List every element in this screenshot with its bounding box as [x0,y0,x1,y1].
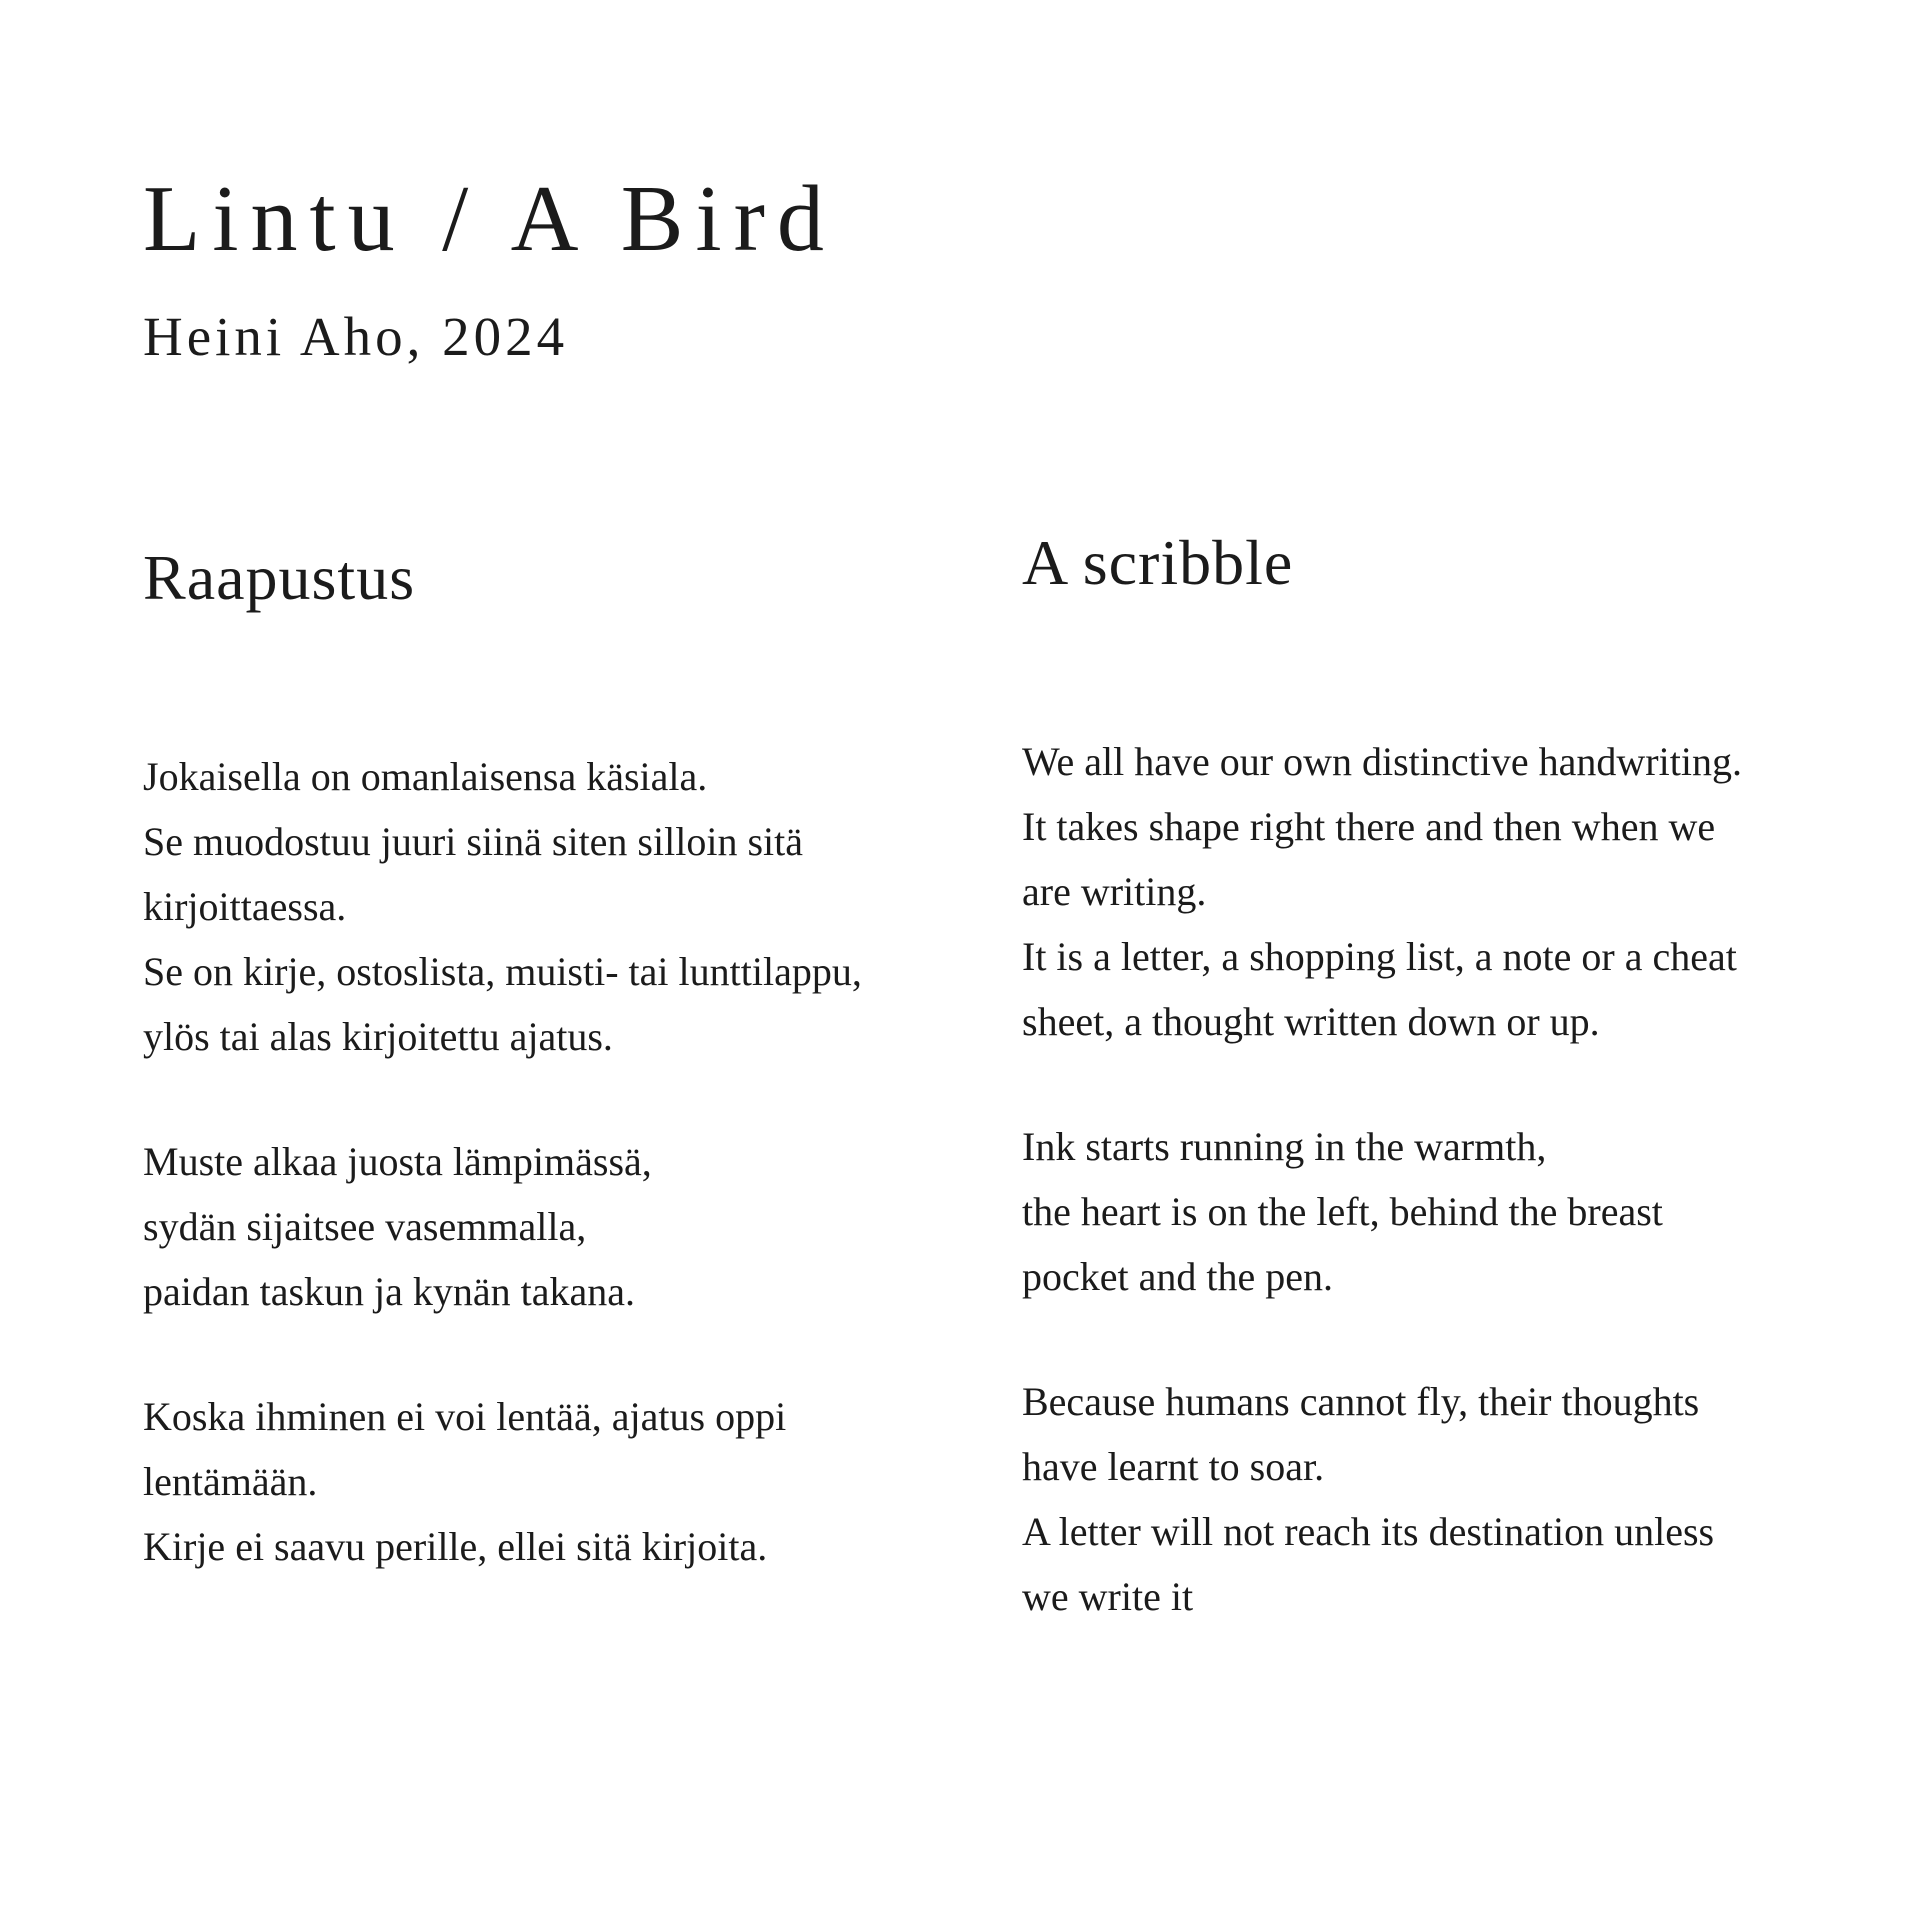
english-heading: A scribble [1022,527,1294,598]
finnish-stanza-2 [143,1129,973,1324]
finnish-column [143,542,973,1579]
poem-line: lentämään. [143,1459,318,1504]
poem-line: the heart is on the left, behind the breast [1022,1189,1663,1234]
poem-line: It is a letter, a shopping list, a note or a cheat [1022,934,1737,979]
english-stanza-3 [1022,1369,1852,1629]
english-poem-body [1022,729,1852,1629]
page-title: Lintu / A Bird [143,167,836,271]
poem-line: have learnt to soar. [1022,1444,1325,1489]
byline: Heini Aho, 2024 [143,306,569,367]
poem-line: A letter will not reach its destination unless [1022,1509,1715,1554]
poem-line: Ink starts running in the warmth, [1022,1124,1547,1169]
finnish-stanza-3 [143,1384,973,1579]
poem-line: Koska ihminen ei voi lentää, ajatus oppi [143,1394,787,1439]
poem-line: We all have our own distinctive handwriting. [1022,739,1742,784]
english-column [1022,527,1852,1629]
poem-line: Kirje ei saavu perille, ellei sitä kirjoita. [143,1524,768,1569]
poem-line: are writing. [1022,869,1207,914]
poem-line: Se muodostuu juuri siinä siten silloin sitä [143,819,803,864]
english-stanza-1 [1022,729,1852,1054]
finnish-stanza-1 [143,744,973,1069]
poem-line: sheet, a thought written down or up. [1022,999,1600,1044]
finnish-poem-body [143,744,973,1579]
poem-line: Jokaisella on omanlaisensa käsiala. [143,754,708,799]
poem-line: Se on kirje, ostoslista, muisti- tai lunttilappu, [143,949,862,994]
poem-line: It takes shape right there and then when we [1022,804,1716,849]
poem-line: Muste alkaa juosta lämpimässä, [143,1139,652,1184]
finnish-heading: Raapustus [143,542,416,613]
english-stanza-2 [1022,1114,1852,1309]
poem-line: we write it [1022,1574,1194,1619]
poem-line: ylös tai alas kirjoitettu ajatus. [143,1014,613,1059]
poem-line: paidan taskun ja kynän takana. [143,1269,636,1314]
poem-line: Because humans cannot fly, their thoughts [1022,1379,1700,1424]
poem-line: pocket and the pen. [1022,1254,1333,1299]
poem-line: sydän sijaitsee vasemmalla, [143,1204,587,1249]
poem-line: kirjoittaessa. [143,884,347,929]
